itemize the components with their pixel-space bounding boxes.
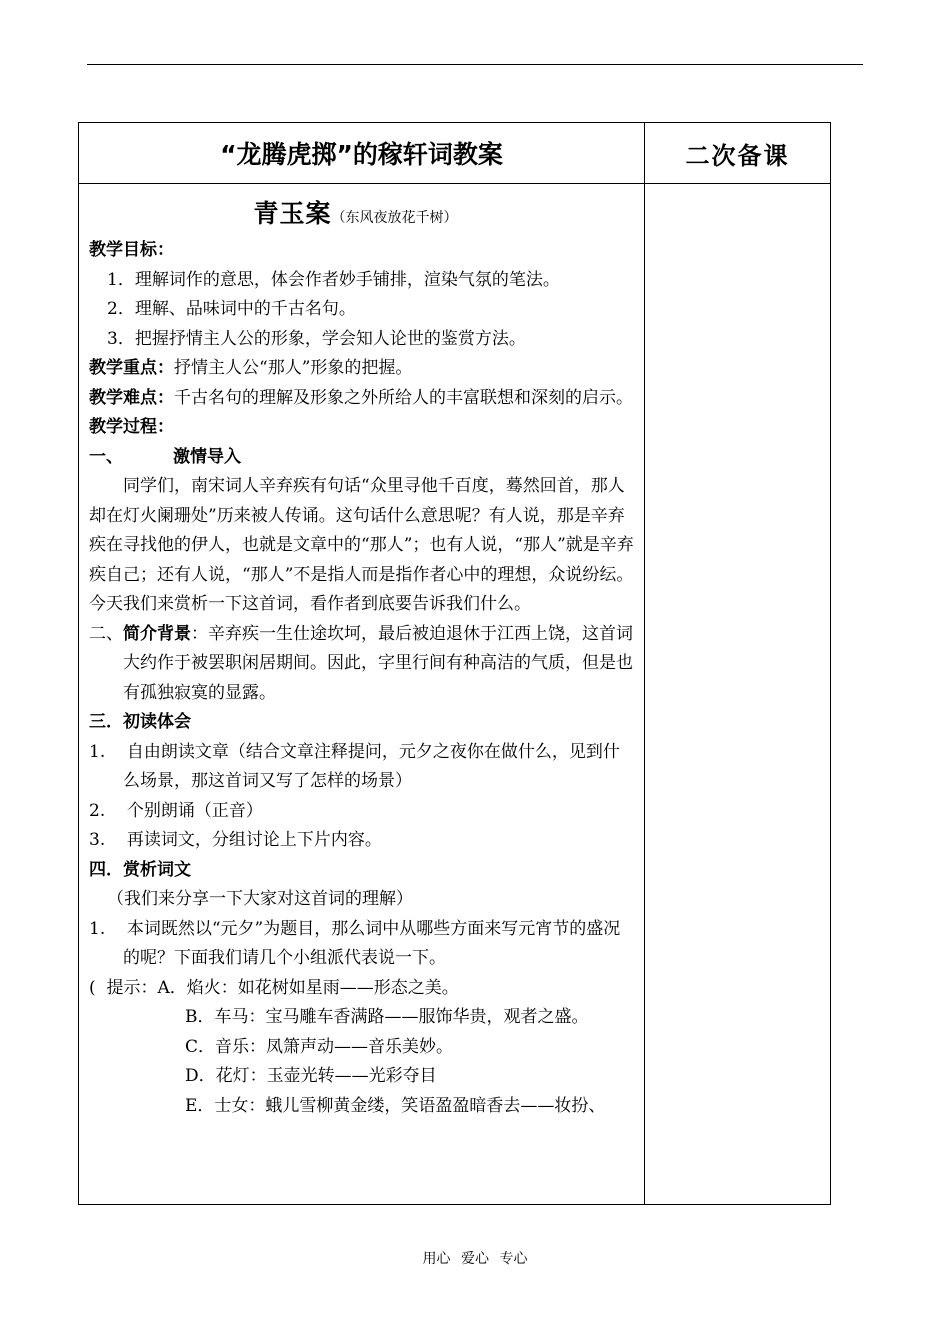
tip-item: C．音乐：凤箫声动——音乐美妙。 — [185, 1036, 454, 1057]
reading-item: 3. 再读词文，分组讨论上下片内容。 — [89, 830, 382, 850]
tip-item: A．焰火：如花树如星雨——形态之美。 — [157, 977, 459, 998]
section-3-heading: 三．初读体会 — [89, 712, 191, 732]
section-2-label: 简介背景 — [123, 623, 191, 644]
section-4-heading: 四．赏析词文 — [89, 859, 191, 880]
goals-heading: 教学目标： — [89, 240, 174, 260]
goal-item: 1．理解词作的意思，体会作者妙手铺排，渲染气氛的笔法。 — [107, 269, 560, 290]
page-footer: 用心 爱心 专心 — [422, 1251, 528, 1267]
section-2-number: 二、 — [89, 623, 123, 644]
second-preparation-notes — [645, 184, 831, 1205]
poem-subtitle: （东风夜放花千树） — [331, 210, 458, 226]
section-4-intro: （我们来分享一下大家对这首词的理解） — [107, 889, 413, 909]
second-preparation-title: 二次备课 — [645, 123, 831, 184]
lesson-plan-table — [78, 122, 831, 1205]
poem-title: 青玉案 — [253, 199, 332, 228]
tip-item: D．花灯：玉壶光转——光彩夺目 — [185, 1066, 437, 1086]
difficulty-point — [89, 384, 636, 414]
key-point-text: 抒情主人公“那人”形象的把握。 — [174, 358, 413, 378]
goal-item: 3．把握抒情主人公的形象，学会知人论世的鉴赏方法。 — [107, 328, 526, 349]
key-point — [89, 354, 636, 384]
reading-item: 1. 自由朗读文章（结合文章注释提问，元夕之夜你在做什么，见到什么场景，那这首词又写了怎样的场景） — [89, 741, 620, 791]
document-title: “龙腾虎掷”的稼轩词教案 — [79, 123, 645, 184]
process-heading: 教学过程： — [89, 417, 174, 437]
section-1-title: 激情导入 — [173, 446, 241, 467]
intro-paragraph: 同学们，南宋词人辛弃疾有句话“众里寻他千百度，蓦然回首，那人却在灯火阑珊处”历来被人传诵。这句话什么意思呢？有人说，那是辛弃疾在寻找他的伊人，也就是文章中的“那人”；也有人说，“那人”就是辛弃疾自己；还有人说，“那人”不是指人而是指作者心中的理想，众说纷纭。今天我们来赏析一下这首词，看作者到底要告诉我们什么。 — [89, 476, 634, 614]
tip-lead: ( 提示： — [89, 977, 158, 998]
lesson-content — [79, 184, 645, 1205]
section-2 — [89, 620, 636, 709]
section-1-number: 一、 — [89, 446, 123, 467]
key-point-label: 教学重点： — [89, 358, 174, 378]
tip-line — [89, 974, 636, 1004]
poem-heading — [75, 198, 636, 234]
reading-item: 2. 个别朗诵（正音） — [89, 800, 263, 821]
header-rule — [87, 64, 863, 65]
section-1-heading — [89, 443, 636, 473]
goal-item: 2．理解、品味词中的千古名句。 — [107, 299, 356, 319]
section-2-text: ：辛弃疾一生仕途坎坷，最后被迫退休于江西上饶，这首词大约作于被罢职闲居期间。因此，字里行间有种高洁的气质，但是也有孤独寂寞的显露。 — [123, 623, 633, 703]
difficulty-label: 教学难点： — [89, 387, 174, 408]
tip-item: B．车马：宝马雕车香满路——服饰华贵，观者之盛。 — [185, 1007, 589, 1027]
difficulty-text: 千古名句的理解及形象之外所给人的丰富联想和深刻的启示。 — [174, 387, 633, 408]
question-1: 1. 本词既然以“元夕”为题目，那么词中从哪些方面来写元宵节的盛况的呢？下面我们请几个小组派代表说一下。 — [89, 918, 621, 968]
tip-item: E．士女：蛾儿雪柳黄金缕，笑语盈盈暗香去——妆扮、 — [185, 1095, 606, 1116]
